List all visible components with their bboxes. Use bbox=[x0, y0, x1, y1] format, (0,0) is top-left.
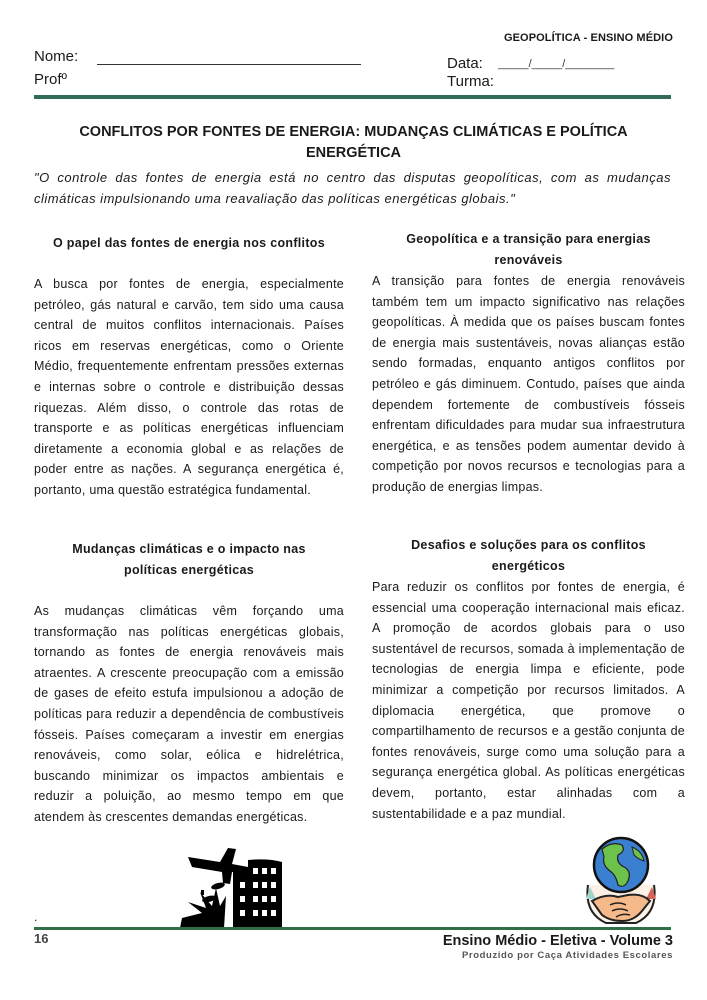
name-label: Nome: bbox=[34, 48, 79, 65]
date-field-blanks[interactable]: _____/_____/________ bbox=[498, 58, 615, 70]
class-label: Turma: bbox=[447, 73, 494, 90]
footer-title: Ensino Médio - Eletiva - Volume 3 bbox=[442, 933, 673, 949]
epigraph-quote: "O controle das fontes de energia está no centro das disputas geopolíticas, com as mudanças climáticas impulsionando uma reavaliação das políticas energéticas globais." bbox=[34, 170, 671, 206]
section-challenges-solutions bbox=[372, 535, 685, 824]
stray-dot: . bbox=[34, 910, 38, 924]
section-heading: Mudanças climáticas e o impacto nas políticas energéticas bbox=[72, 542, 306, 577]
teacher-label: Profº bbox=[34, 71, 67, 88]
section-geopolitics-transition bbox=[372, 229, 685, 498]
section-body: A transição para fontes de energia renováveis também tem um impacto significativo nas relações geopolíticas. À medida que os países buscam fontes de energia mais sustentáveis, novas alianças estão sendo formadas, enquanto antigos conflitos por petróleo e gás diminuem. Contudo, países que ainda dependem fortemente de combustíveis fósseis enfrentam dificuldades para mudar sua infraestrutura energética, e as tensões podem aumentar devido à competição por novos recursos e tecnologias para a produção de energias limpas. bbox=[372, 274, 685, 494]
name-field-line[interactable] bbox=[97, 64, 361, 65]
footer-credit: Produzido por Caça Atividades Escolares bbox=[462, 950, 673, 961]
page-title: CONFLITOS POR FONTES DE ENERGIA: MUDANÇAS CLIMÁTICAS E POLÍTICA ENERGÉTICA bbox=[79, 124, 628, 161]
date-label: Data: bbox=[447, 55, 483, 72]
section-body: A busca por fontes de energia, especialmente petróleo, gás natural e carvão, tem sido uma causa central de muitos conflitos internacionais. Países ricos em reservas energéticas, como o Oriente Médio, frequentemente enfrentam pressões externas e internas sobre o controle e distribuição dessas riquezas. Além disso, o controle das rotas de transporte e as políticas energéticas influenciam diretamente a economia global e as relações de poder entre as nações. A segurança energética é, portanto, uma questão estratégica fundamental. bbox=[34, 277, 344, 497]
globe-handshake-illustration bbox=[582, 835, 660, 927]
section-heading: Desafios e soluções para os conflitos energéticos bbox=[411, 538, 646, 573]
section-climate-change bbox=[34, 539, 344, 828]
section-heading: O papel das fontes de energia nos conflitos bbox=[53, 236, 325, 250]
subject-label: GEOPOLÍTICA - ENSINO MÉDIO bbox=[503, 32, 673, 44]
header-divider bbox=[34, 95, 671, 99]
page-number: 16 bbox=[34, 931, 49, 946]
section-energy-role bbox=[34, 233, 344, 501]
section-body: Para reduzir os conflitos por fontes de energia, é essencial uma cooperação internacional mais eficaz. A promoção de acordos globais para o uso sustentável de recursos, somada à implementação de tecnologias de energia limpa e eficiente, pode minimizar a competição por recursos limitados. A diplomacia energética, que promove o compartilhamento de recursos e a gestão conjunta de fontes renováveis, surge como uma solução para a segurança energética global. As políticas energéticas devem, portanto, estar alinhadas com a sustentabilidade e a paz mundial. bbox=[372, 580, 685, 821]
footer-divider bbox=[34, 927, 671, 930]
section-body: As mudanças climáticas vêm forçando uma transformação nas políticas energéticas globais, tornando as fontes de energia renováveis mais atraentes. A crescente preocupação com a emissão de gases de efeito estufa impulsionou a adoção de políticas para reduzir a dependência de combustíveis fósseis. Países começaram a investir em energias renováveis, como solar, eólica e hidrelétrica, buscando minimizar os impactos ambientais e reduzir a poluição, ao mesmo tempo em que atendem às crescentes demandas energéticas. bbox=[34, 604, 344, 824]
globe-icon bbox=[594, 838, 648, 892]
section-heading: Geopolítica e a transição para energias renováveis bbox=[406, 232, 651, 267]
war-bombing-illustration bbox=[180, 840, 285, 928]
